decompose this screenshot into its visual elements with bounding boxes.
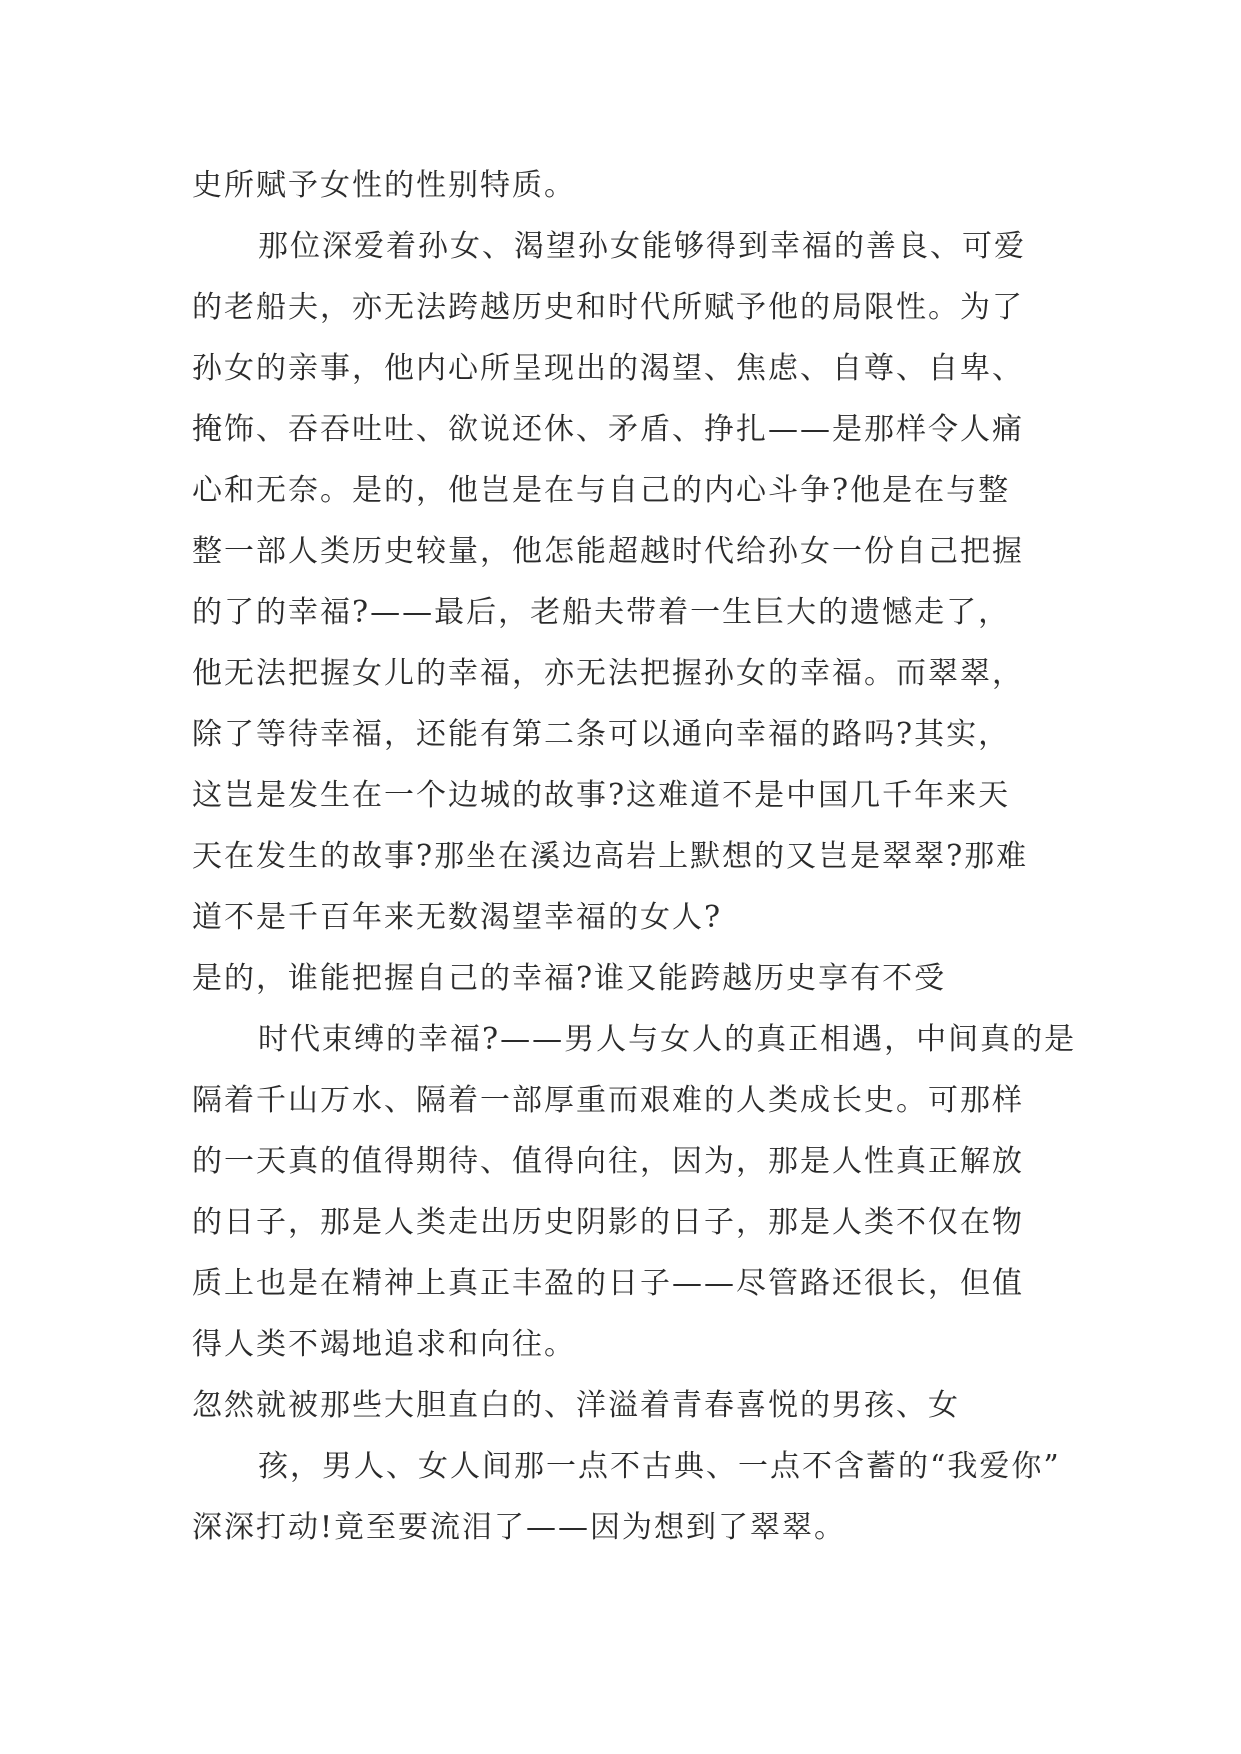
paragraph-start-line: 孩，男人、女人间那一点不古典、一点不含蓄的“我爱你” bbox=[258, 1449, 1061, 1484]
text-line: 深深打动!竟至要流泪了——因为想到了翠翠。 bbox=[192, 1510, 847, 1545]
text-line: 除了等待幸福，还能有第二条可以通向幸福的路吗?其实， bbox=[192, 717, 1011, 752]
text-line: 天在发生的故事?那坐在溪边高岩上默想的又岂是翠翠?那难 bbox=[192, 839, 1029, 874]
paragraph-start-line: 时代束缚的幸福?——男人与女人的真正相遇，中间真的是 bbox=[258, 1022, 1077, 1057]
text-line: 得人类不竭地追求和向往。 bbox=[192, 1327, 576, 1362]
text-line: 的老船夫，亦无法跨越历史和时代所赋予他的局限性。为了 bbox=[192, 290, 1024, 325]
text-line: 掩饰、吞吞吐吐、欲说还休、矛盾、挣扎——是那样令人痛 bbox=[192, 412, 1024, 447]
text-line: 他无法把握女儿的幸福，亦无法把握孙女的幸福。而翠翠， bbox=[192, 656, 1024, 691]
text-line: 的日子，那是人类走出历史阴影的日子，那是人类不仅在物 bbox=[192, 1205, 1024, 1240]
text-line: 是的，谁能把握自己的幸福?谁又能跨越历史享有不受 bbox=[192, 961, 947, 996]
paragraph-start-line: 那位深爱着孙女、渴望孙女能够得到幸福的善良、可爱 bbox=[258, 229, 1026, 264]
text-line bbox=[192, 1558, 1072, 1619]
text-line: 忽然就被那些大胆直白的、洋溢着青春喜悦的男孩、女 bbox=[192, 1388, 960, 1423]
text-line: 道不是千百年来无数渴望幸福的女人? bbox=[192, 900, 723, 935]
text-line: 的一天真的值得期待、值得向往，因为，那是人性真正解放 bbox=[192, 1144, 1024, 1179]
text-line: 整一部人类历史较量，他怎能超越时代给孙女一份自己把握 bbox=[192, 534, 1024, 569]
text-line: 孙女的亲事，他内心所呈现出的渴望、焦虑、自尊、自卑、 bbox=[192, 351, 1024, 386]
text-line: 史所赋予女性的性别特质。 bbox=[192, 168, 576, 203]
text-line: 心和无奈。是的，他岂是在与自己的内心斗争?他是在与整 bbox=[192, 473, 1011, 508]
text-line: 质上也是在精神上真正丰盈的日子——尽管路还很长，但值 bbox=[192, 1266, 1024, 1301]
text-line: 的了的幸福?——最后，老船夫带着一生巨大的遗憾走了， bbox=[192, 595, 1011, 630]
text-line: 隔着千山万水、隔着一部厚重而艰难的人类成长史。可那样 bbox=[192, 1083, 1024, 1118]
text-line: 这岂是发生在一个边城的故事?这难道不是中国几千年来天 bbox=[192, 778, 1011, 813]
document-body bbox=[192, 155, 1077, 1619]
